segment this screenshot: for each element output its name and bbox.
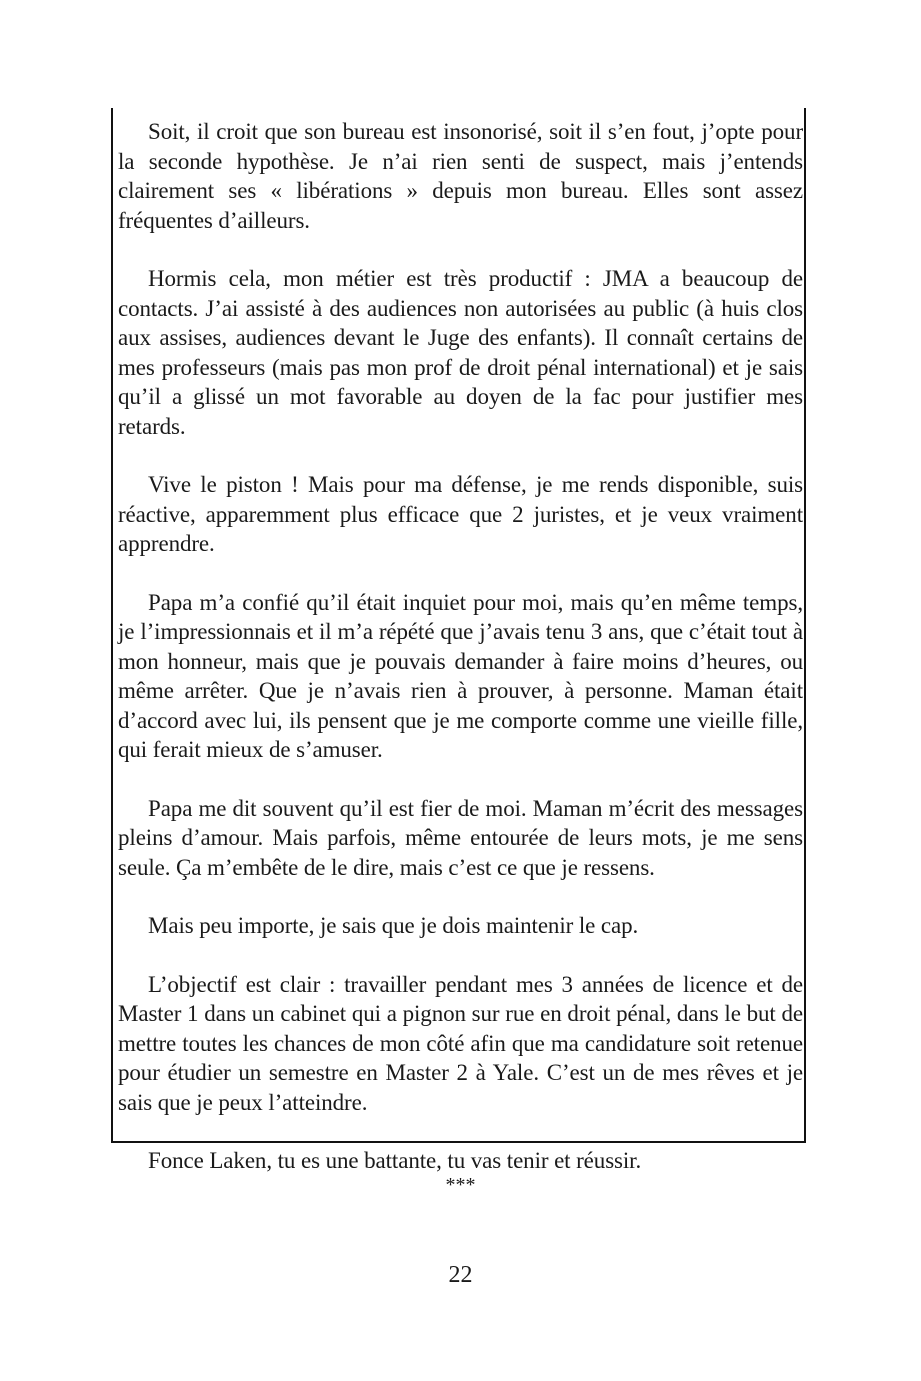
paragraph: Vive le piston ! Mais pour ma défense, je me rends disponible, suis réactive, apparemment plus efficace que 2 juristes, et je veux vraiment apprendre. xyxy=(118,472,803,556)
paragraph: Hormis cela, mon métier est très productif : JMA a beaucoup de contacts. J’ai assisté à des audiences non autorisées au public (à huis clos aux assises, audiences devant le Juge des enfants). Il connaît certains de mes professeurs (mais pas mon prof de droit pénal international) et je sais qu’il a glissé un mot favorable au doyen de la fac pour justifier mes retards. xyxy=(118,266,803,439)
paragraph: Mais peu importe, je sais que je dois maintenir le cap. xyxy=(148,913,639,938)
paragraph: Fonce Laken, tu es une battante, tu vas tenir et réussir. xyxy=(148,1148,642,1173)
page-body xyxy=(118,117,803,1176)
paragraph: L’objectif est clair : travailler pendant mes 3 années de licence et de Master 1 dans un cabinet qui a pignon sur rue en droit pénal, dans le but de mettre toutes les chances de mon côté afin que ma candidature soit retenue pour étudier un semestre en Master 2 à Yale. C’est un de mes rêves et je sais que je peux l’atteindre. xyxy=(118,971,803,1115)
paragraph: Papa m’a confié qu’il était inquiet pour moi, mais qu’en même temps, je l’impressionnais et il m’a répété que j’avais tenu 3 ans, que c’était tout à mon honneur, mais que je pouvais demander à faire moins d’heures, ou même arrêter. Que je n’avais rien à prouver, à personne. Maman était d’accord avec lui, ils pensent que je me comporte comme une vieille fille, qui ferait mieux de s’amuser. xyxy=(118,589,803,762)
page-number: 22 xyxy=(448,1262,473,1288)
section-separator: *** xyxy=(445,1174,476,1196)
paragraph: Soit, il croit que son bureau est insonorisé, soit il s’en fout, j’opte pour la seconde hypothèse. Je n’ai rien senti de suspect, mais j’entends clairement ses « libérations » depuis mon bureau. Elles sont assez fréquentes d’ailleurs. xyxy=(118,119,803,233)
paragraph: Papa me dit souvent qu’il est fier de moi. Maman m’écrit des messages pleins d’amour. Mais parfois, même entourée de leurs mots, je me sens seule. Ça m’embête de le dire, mais c’est ce que je ressens. xyxy=(118,795,803,880)
